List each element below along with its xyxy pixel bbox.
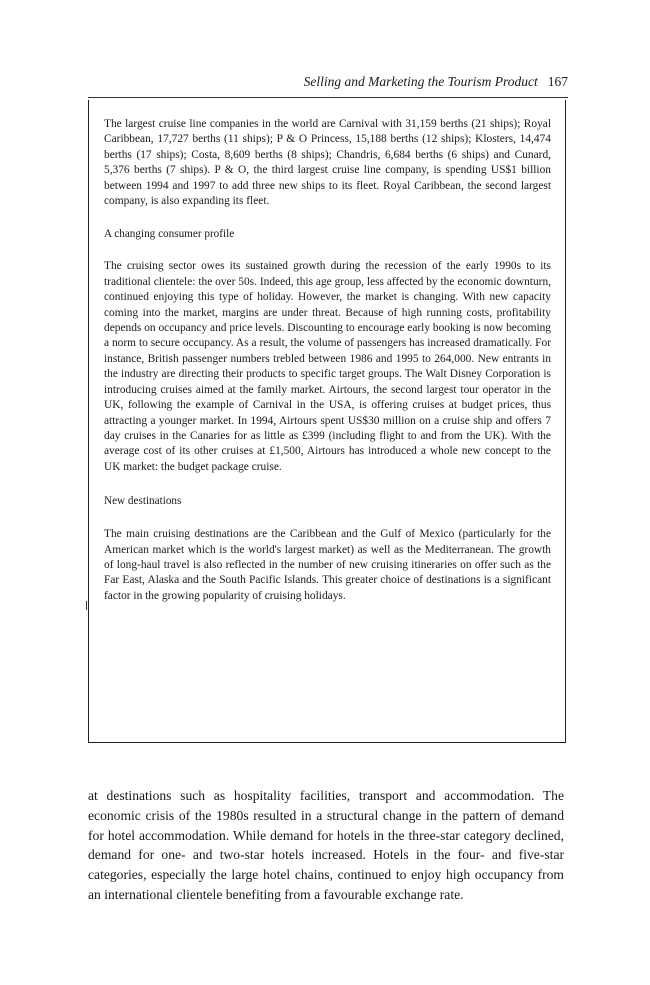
box-paragraph-consumer-profile: The cruising sector owes its sustained growth during the recession of the early 1990s to its traditional clientele: the over 50s. Indeed, this age group, less affected by the economic downturn, continued enjoying this type of holiday. However, the market is changing. With new capacity coming into the market, margins are under threat. Because of high running costs, profitability depends on occupancy and price levels. Discounting to encourage early booking is now becoming a norm to secure occupancy. As a result, the volume of passengers has increased dramatically. For instance, British passenger numbers trebled between 1986 and 1995 to 264,000. New entrants in the industry are directing their products to specific target groups. The Walt Disney Corporation is introducing cruises aimed at the family market. Airtours, the second largest tour operator in the UK, following the example of Carnival in the USA, is offering cruises at budget prices, thus attracting a younger market. In 1994, Airtours spent US$30 million on a cruise ship and offers 7 day cruises in the Canaries for as little as £399 (including flight to and from the UK). With the average cost of its other cruises at £1,500, Airtours has introduced a whole new concept to the UK market: the budget package cruise. (104, 260, 551, 473)
running-head-title: Selling and Marketing the Tourism Product (303, 74, 538, 89)
box-heading-new-destinations: New destinations (104, 495, 182, 508)
box-paragraph-destinations: The main cruising destinations are the Caribbean and the Gulf of Mexico (particularly for the American market which is the world's largest market) as well as the Mediterranean. The growth of long-haul travel is also reflected in the number of new cruising itineraries on offer such as the Far East, Alaska and the South Pacific Islands. This greater choice of destinations is a significant factor in the growing popularity of cruising holidays. (104, 528, 551, 602)
margin-mark (86, 601, 87, 610)
body-paragraph: at destinations such as hospitality facilities, transport and accommodation. The economic crisis of the 1980s resulted in a structural change in the pattern of demand for hotel accommodation. While demand for hotels in the three-star category declined, demand for one- and two-star hotels increased. Hotels in the four- and five-star categories, especially the large hotel chains, continued to enjoy high occupancy from an international clientele benefiting from a favourable exchange rate. (88, 788, 564, 902)
case-study-box (88, 100, 566, 743)
page-number: 167 (547, 74, 568, 89)
running-head (88, 74, 568, 94)
box-paragraph-cruise-lines: The largest cruise line companies in the world are Carnival with 31,159 berths (21 ships); Royal Caribbean, 17,727 berths (11 ships); P & O Princess, 15,188 berths (12 ships); Klosters, 14,474 berths (17 ships); Costa, 8,609 berths (8 ships); Chandris, 6,684 berths (6 ships) and Cunard, 5,376 berths (7 ships). P & O, the third largest cruise line company, is spending US$1 billion between 1994 and 1997 to add three new ships to its fleet. Royal Caribbean, the second largest company, is also expanding its fleet. (104, 118, 551, 208)
header-rule (88, 97, 568, 98)
case-study-content (104, 117, 551, 604)
box-heading-consumer-profile: A changing consumer profile (104, 228, 235, 241)
